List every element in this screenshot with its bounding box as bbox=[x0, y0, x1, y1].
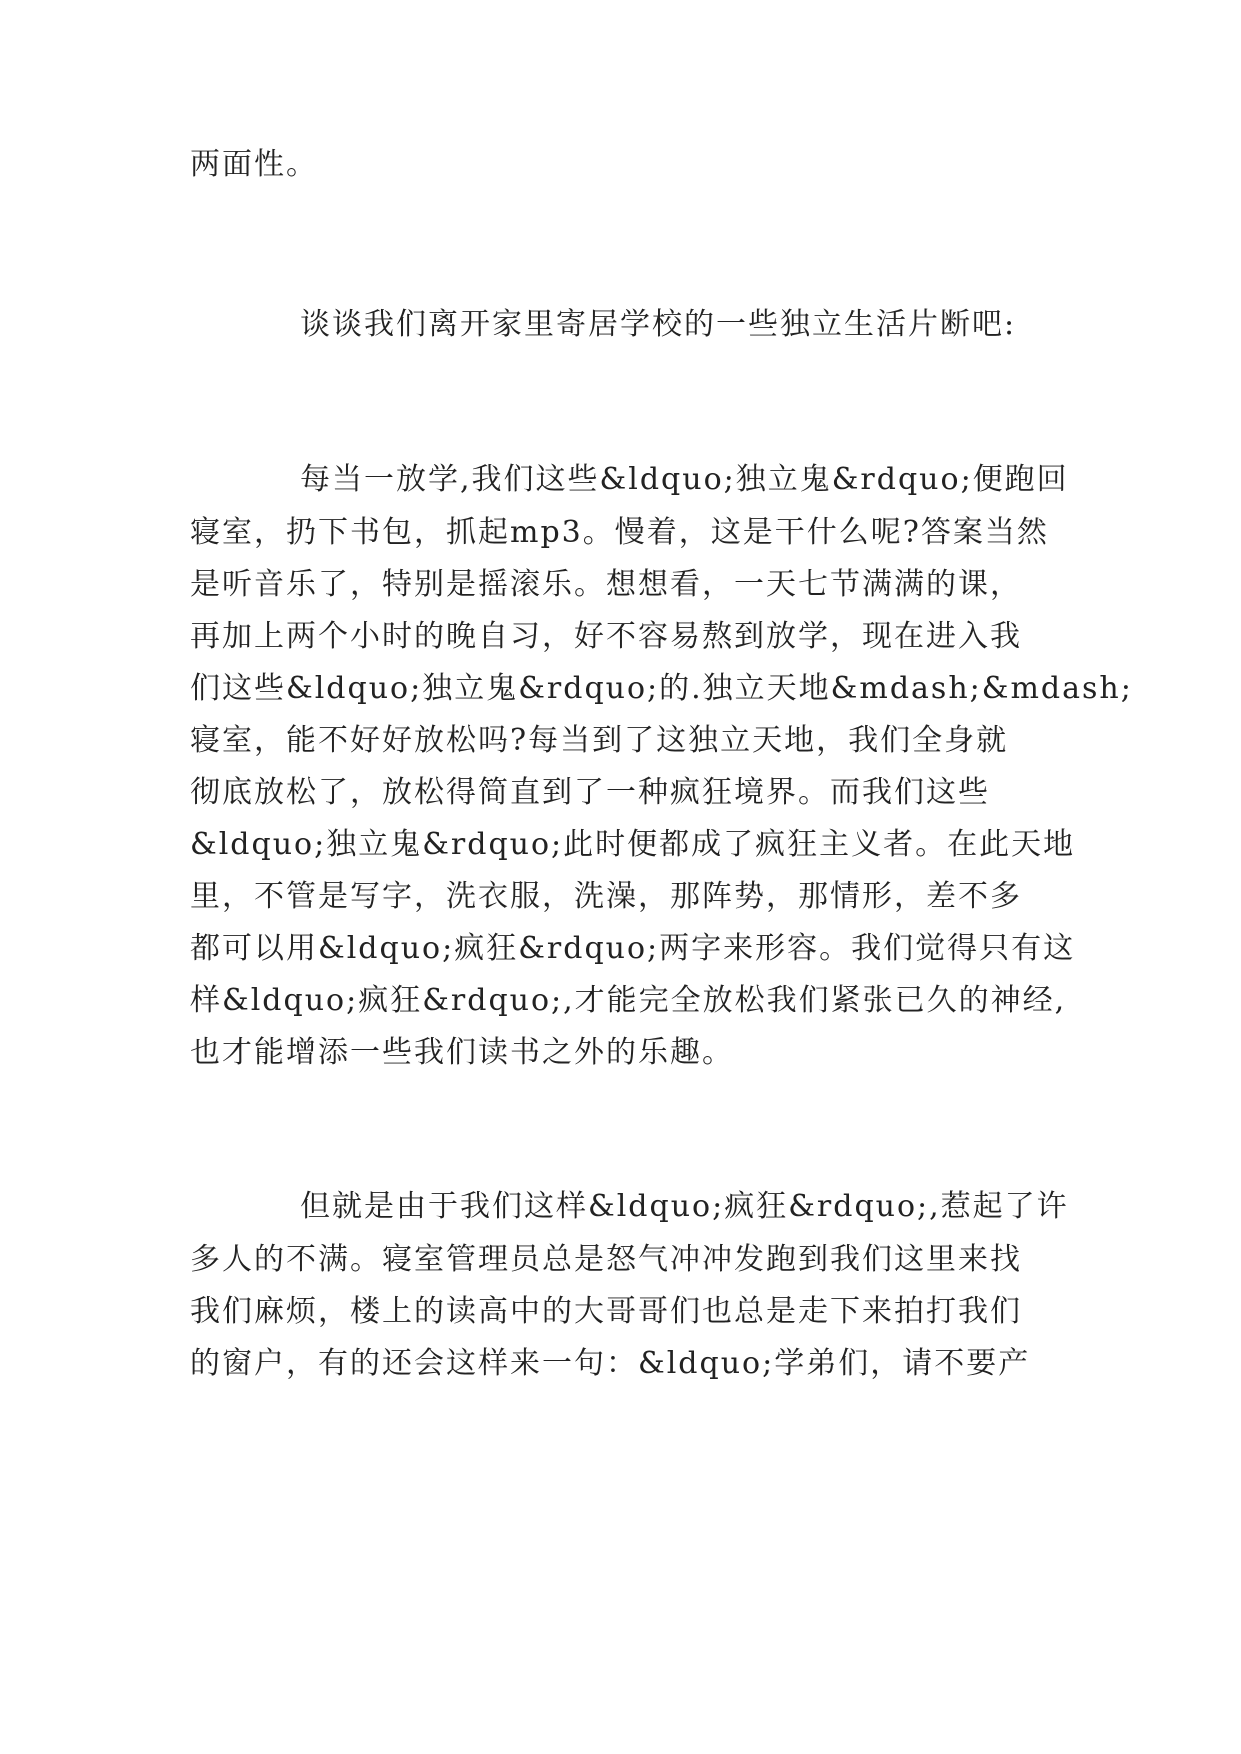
text-line: 两面性。 bbox=[190, 147, 318, 182]
text-line: 也才能增添一些我们读书之外的乐趣。 bbox=[190, 1035, 734, 1070]
text-line: 寝室，能不好好放松吗?每当到了这独立天地，我们全身就 bbox=[190, 723, 1009, 758]
text-line: 寝室，扔下书包，抓起mp3。慢着，这是干什么呢?答案当然 bbox=[190, 515, 1049, 550]
text-line: 里，不管是写字，洗衣服，洗澡，那阵势，那情形，差不多 bbox=[190, 879, 1022, 914]
text-line: 是听音乐了，特别是摇滚乐。想想看，一天七节满满的课， bbox=[190, 567, 1022, 602]
text-line: 样&ldquo;疯狂&rdquo;,才能完全放松我们紧张已久的神经, bbox=[190, 983, 1067, 1018]
text-line: 每当一放学,我们这些&ldquo;独立鬼&rdquo;便跑回 bbox=[300, 462, 1069, 497]
text-line: 们这些&ldquo;独立鬼&rdquo;的.独立天地&mdash;&mdash; bbox=[190, 671, 1133, 706]
text-line: 多人的不满。寝室管理员总是怒气冲冲发跑到我们这里来找 bbox=[190, 1242, 1022, 1277]
text-line: 再加上两个小时的晚自习，好不容易熬到放学，现在进入我 bbox=[190, 619, 1022, 654]
text-line: 谈谈我们离开家里寄居学校的一些独立生活片断吧: bbox=[300, 307, 1017, 342]
text-line: 的窗户，有的还会这样来一句：&ldquo;学弟们，请不要产 bbox=[190, 1346, 1031, 1381]
text-line: 但就是由于我们这样&ldquo;疯狂&rdquo;,惹起了许 bbox=[300, 1189, 1069, 1224]
text-line: 我们麻烦，楼上的读高中的大哥哥们也总是走下来拍打我们 bbox=[190, 1294, 1022, 1329]
text-line: 彻底放松了，放松得简直到了一种疯狂境界。而我们这些 bbox=[190, 775, 990, 810]
text-line: 都可以用&ldquo;疯狂&rdquo;两字来形容。我们觉得只有这 bbox=[190, 931, 1076, 966]
text-line: &ldquo;独立鬼&rdquo;此时便都成了疯狂主义者。在此天地 bbox=[190, 827, 1076, 862]
